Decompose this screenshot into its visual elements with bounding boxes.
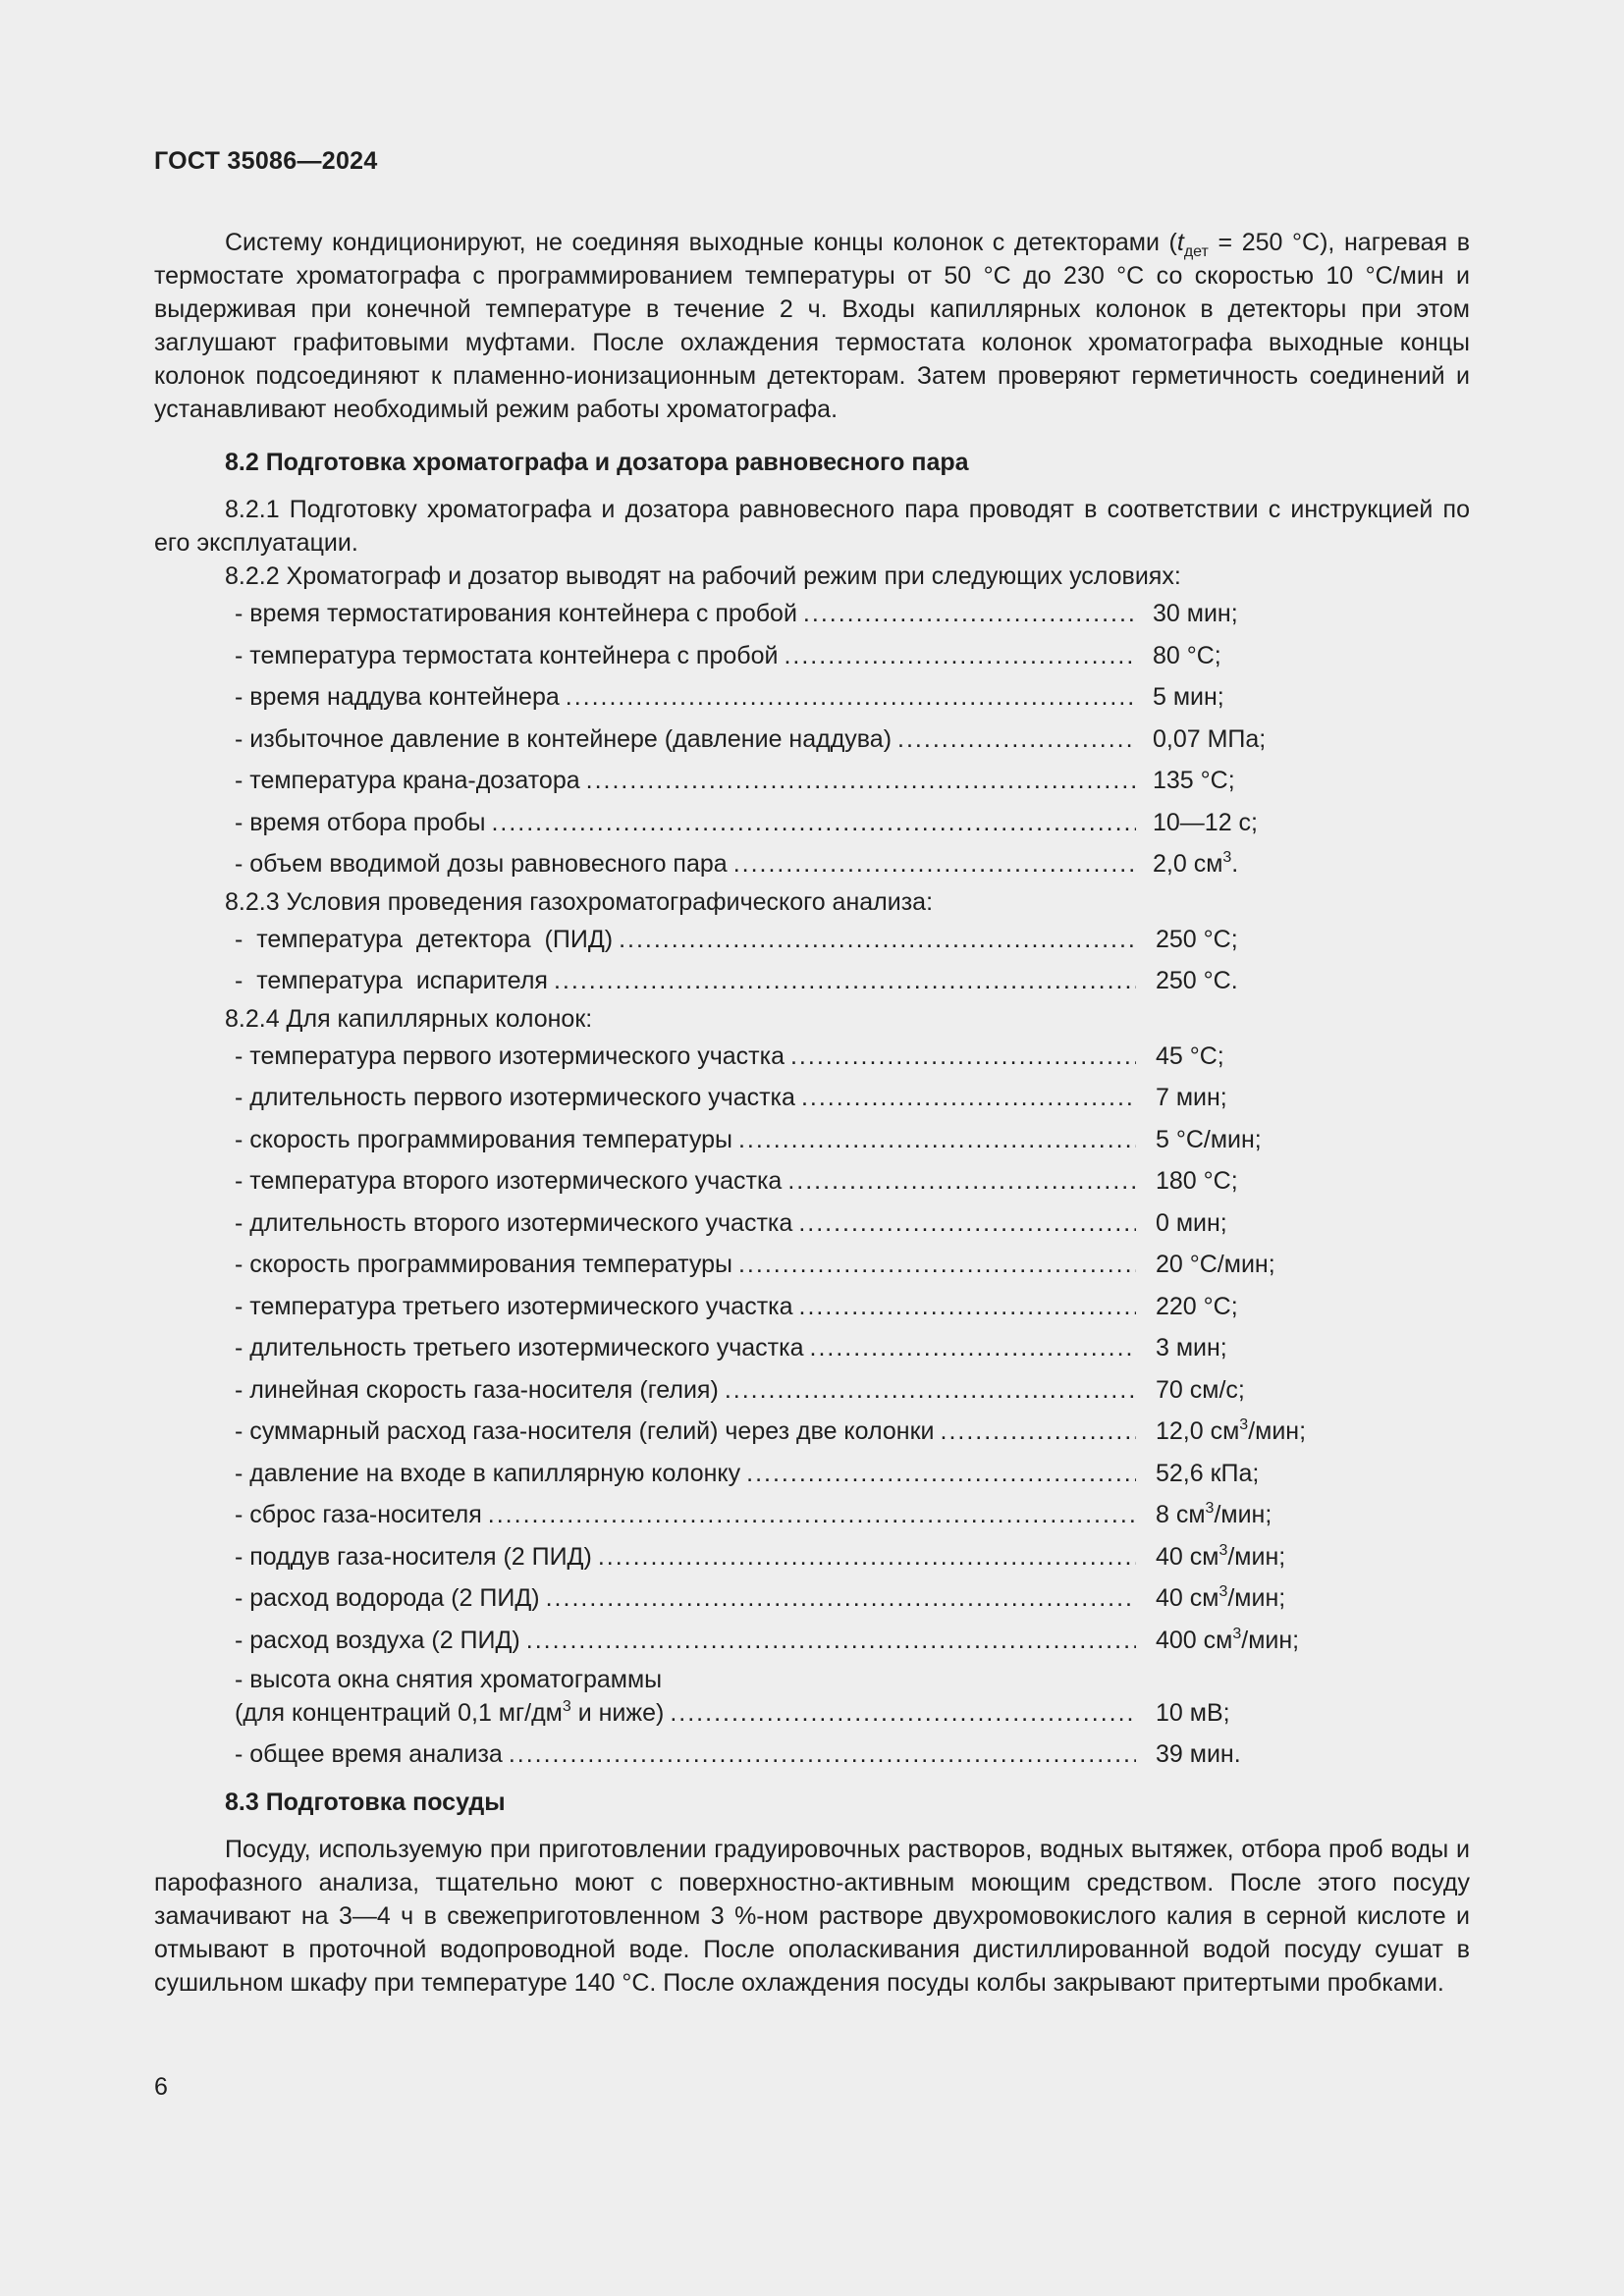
- param-label: - поддув газа-носителя (2 ПИД): [235, 1542, 592, 1571]
- param-value: [1136, 1498, 1272, 1531]
- leader-dots: [941, 1415, 1137, 1448]
- param-value: 180 °С;: [1156, 1167, 1238, 1196]
- value-tail: /мин;: [1241, 1626, 1300, 1654]
- leader-dots: [554, 964, 1136, 997]
- value-main: 400 см: [1156, 1626, 1233, 1654]
- param-label: - общее время анализа: [235, 1740, 503, 1769]
- list-item: [154, 1119, 1470, 1161]
- param-value: 250 °С;: [1156, 925, 1238, 953]
- param-label: - сброс газа-носителя: [235, 1501, 482, 1529]
- value-tail: /мин;: [1248, 1417, 1307, 1446]
- list-item: [154, 1577, 1470, 1620]
- leader-dots: [509, 1737, 1136, 1771]
- paragraph-8-2-2: 8.2.2 Хроматограф и дозатор выводят на рабочий режим при следующих условиях:: [225, 562, 1181, 590]
- list-item: [154, 1620, 1470, 1662]
- value-sup: 3: [1218, 1583, 1228, 1601]
- section-8-3-heading: 8.3 Подготовка посуды: [225, 1788, 506, 1816]
- param-value: 10—12 с;: [1153, 808, 1259, 836]
- param-label: - длительность третьего изотермического участка: [235, 1334, 804, 1362]
- leader-dots: [897, 722, 1136, 756]
- param-value: 45 °С;: [1156, 1041, 1224, 1070]
- leader-dots: [784, 639, 1136, 672]
- list-item: [154, 635, 1470, 677]
- leader-dots: [566, 680, 1136, 714]
- leader-dots: [787, 1164, 1136, 1198]
- param-label: - время наддува контейнера: [235, 683, 560, 712]
- param-label: - время термостатирования контейнера с пробой: [235, 600, 797, 628]
- param-value: 7 мин;: [1156, 1084, 1227, 1112]
- param-label: - линейная скорость газа-носителя (гелия): [235, 1375, 719, 1404]
- param-value: 5 мин;: [1153, 683, 1224, 712]
- document-code-header: ГОСТ 35086—2024: [154, 147, 378, 175]
- label-main: (для концентраций 0,1 мг/дм: [235, 1699, 563, 1727]
- param-label-line1: - высота окна снятия хроматограммы: [235, 1666, 663, 1693]
- leader-dots: [586, 764, 1136, 797]
- param-value: 0 мин;: [1156, 1208, 1227, 1237]
- param-value: [1136, 1624, 1299, 1657]
- leader-dots: [738, 1248, 1136, 1281]
- param-value: 3 мин;: [1156, 1334, 1227, 1362]
- list-item: [154, 1494, 1470, 1536]
- list-item: [154, 960, 1470, 1002]
- leader-dots: [619, 923, 1136, 956]
- param-label: - расход водорода (2 ПИД): [235, 1584, 540, 1613]
- param-value: [1136, 1540, 1285, 1574]
- list-8-2-3: [154, 919, 1470, 1002]
- list-8-2-4-tail: [154, 1661, 1470, 1776]
- list-item: [154, 1286, 1470, 1328]
- list-item-window-height: [154, 1661, 1470, 1734]
- value-sup: 3: [1205, 1500, 1215, 1518]
- param-label-line2: [235, 1696, 670, 1730]
- param-value: 5 °С/мин;: [1156, 1125, 1262, 1153]
- paragraph-8-3: Посуду, используемую при приготовлении градуировочных растворов, водных вытяжек, отбора проб воды и парофазного анализа, тщательно моют с поверхностно-активным моющим средством. После этого посуду замачивают на 3—4 ч в свежеприготовленном 3 %-ном растворе двухромовокислого калия в серной кислоте и отмывают в проточной водопроводной воде. После ополаскивания дистиллированной водой посуду сушат в сушильном шкафу при температуре 140 °С. После охлаждения посуды колбы закрывают притертыми пробками.: [154, 1835, 1470, 1997]
- param-label: - длительность второго изотермического участка: [235, 1208, 793, 1237]
- param-value: 52,6 кПа;: [1156, 1459, 1260, 1487]
- page-number: 6: [154, 2073, 168, 2101]
- value-main: 12,0 см: [1156, 1417, 1240, 1446]
- leader-dots: [746, 1457, 1136, 1490]
- list-item: [154, 1411, 1470, 1453]
- list-item: [154, 802, 1470, 844]
- intro-paragraph: [154, 226, 1470, 426]
- list-8-2-2: [154, 593, 1470, 885]
- t-det-subscript: дет: [1183, 243, 1209, 260]
- list-item: [154, 1453, 1470, 1495]
- param-label: - расход воздуха (2 ПИД): [235, 1626, 520, 1654]
- param-value: [1136, 1415, 1306, 1448]
- param-label: - давление на входе в капиллярную колонку: [235, 1459, 741, 1487]
- param-label: - температура крана-дозатора: [235, 767, 580, 795]
- param-label: - температура третьего изотермического участка: [235, 1292, 793, 1320]
- label-sup: 3: [562, 1698, 571, 1715]
- param-label: - скорость программирования температуры: [235, 1125, 732, 1153]
- list-item: [154, 676, 1470, 719]
- param-label: - температура детектора (ПИД): [235, 925, 614, 953]
- param-label: - температура второго изотермического участка: [235, 1167, 783, 1196]
- param-label: - скорость программирования температуры: [235, 1251, 732, 1279]
- document-body: [154, 226, 1470, 2000]
- param-label: - суммарный расход газа-носителя (гелий) через две колонки: [235, 1417, 935, 1446]
- list-item: [154, 1036, 1470, 1078]
- param-label: - избыточное давление в контейнере (давление наддува): [235, 724, 893, 753]
- t-det-symbol: t: [1176, 229, 1184, 256]
- list-item: [154, 843, 1470, 885]
- leader-dots: [798, 1206, 1136, 1240]
- leader-dots: [810, 1331, 1137, 1364]
- leader-dots: [598, 1540, 1136, 1574]
- leader-dots: [738, 1123, 1136, 1156]
- value-sup: 3: [1218, 1541, 1228, 1559]
- param-label: - длительность первого изотермического участка: [235, 1084, 795, 1112]
- value-tail: /мин;: [1227, 1584, 1286, 1613]
- leader-dots: [790, 1040, 1136, 1073]
- leader-dots: [670, 1696, 1136, 1730]
- param-value: [1136, 1581, 1285, 1615]
- list-item: [154, 919, 1470, 961]
- leader-dots: [488, 1498, 1136, 1531]
- param-value: 135 °С;: [1153, 767, 1235, 795]
- list-item: [154, 1536, 1470, 1578]
- leader-dots: [803, 597, 1136, 630]
- paragraph-8-2-3: 8.2.3 Условия проведения газохроматографического анализа:: [225, 887, 934, 916]
- leader-dots: [546, 1581, 1136, 1615]
- list-item: [154, 1160, 1470, 1202]
- param-value: [1136, 847, 1238, 881]
- value-main: 40 см: [1156, 1542, 1219, 1571]
- leader-dots: [799, 1290, 1136, 1323]
- param-label: - температура термостата контейнера с пробой: [235, 641, 779, 669]
- value-main: 8 см: [1156, 1501, 1206, 1529]
- leader-dots: [491, 806, 1136, 839]
- list-item: [154, 760, 1470, 802]
- value-tail: /мин;: [1214, 1501, 1272, 1529]
- value-main: 2,0 см: [1153, 850, 1223, 879]
- param-value: 20 °С/мин;: [1156, 1251, 1275, 1279]
- param-label: - температура первого изотермического участка: [235, 1041, 785, 1070]
- value-sup: 3: [1222, 849, 1232, 867]
- leader-dots: [801, 1081, 1136, 1114]
- value-tail: /мин;: [1227, 1542, 1286, 1571]
- param-label: - время отбора пробы: [235, 808, 486, 836]
- paragraph-8-2-1: 8.2.1 Подготовку хроматографа и дозатора равновесного пара проводят в соответствии с инструкцией по его эксплуатации.: [154, 496, 1470, 557]
- leader-dots: [733, 847, 1136, 881]
- paragraph-8-2-4: 8.2.4 Для капиллярных колонок:: [225, 1004, 593, 1033]
- label-tail: и ниже): [570, 1699, 665, 1727]
- value-sup: 3: [1232, 1625, 1242, 1642]
- list-item-total-time: [154, 1734, 1470, 1776]
- list-8-2-4: [154, 1036, 1470, 1662]
- value-main: 40 см: [1156, 1584, 1219, 1613]
- param-value: 220 °С;: [1156, 1292, 1238, 1320]
- param-label: - объем вводимой дозы равновесного пара: [235, 850, 728, 879]
- param-value: 30 мин;: [1153, 600, 1238, 628]
- param-value: 39 мин.: [1156, 1740, 1241, 1769]
- list-item: [154, 593, 1470, 635]
- param-label: - температура испарителя: [235, 967, 548, 995]
- value-sup: 3: [1239, 1416, 1249, 1434]
- list-item: [154, 719, 1470, 761]
- param-value: 0,07 МПа;: [1153, 724, 1267, 753]
- param-value: 250 °С.: [1156, 967, 1238, 995]
- param-value: 80 °С;: [1153, 641, 1221, 669]
- leader-dots: [526, 1624, 1136, 1657]
- param-value: 70 см/с;: [1156, 1375, 1245, 1404]
- section-8-2-heading: 8.2 Подготовка хроматографа и дозатора равновесного пара: [225, 449, 969, 476]
- list-item: [154, 1202, 1470, 1245]
- list-item: [154, 1077, 1470, 1119]
- intro-text-part1: Систему кондиционируют, не соединяя выходные концы колонок с детекторами (: [225, 229, 1177, 256]
- param-value: 10 мВ;: [1156, 1699, 1230, 1727]
- intro-text-part2: = 250 °С), нагревая в термостате хроматографа с программированием температуры от 50 °С до 230 °С со скоростью 10 °С/мин и выдерживая при конечной температуре в течение 2 ч. Входы капиллярных колонок в детекторы при этом заглушают графитовыми муфтами. После охлаждения термостата колонок хроматографа выходные концы колонок подсоединяют к пламенно-ионизационным детекторам. Затем проверяют герметичность соединений и устанавливают необходимый режим работы хроматографа.: [154, 229, 1470, 423]
- list-item: [154, 1327, 1470, 1369]
- leader-dots: [725, 1373, 1136, 1407]
- value-tail: .: [1231, 850, 1239, 879]
- list-item: [154, 1244, 1470, 1286]
- list-item: [154, 1369, 1470, 1412]
